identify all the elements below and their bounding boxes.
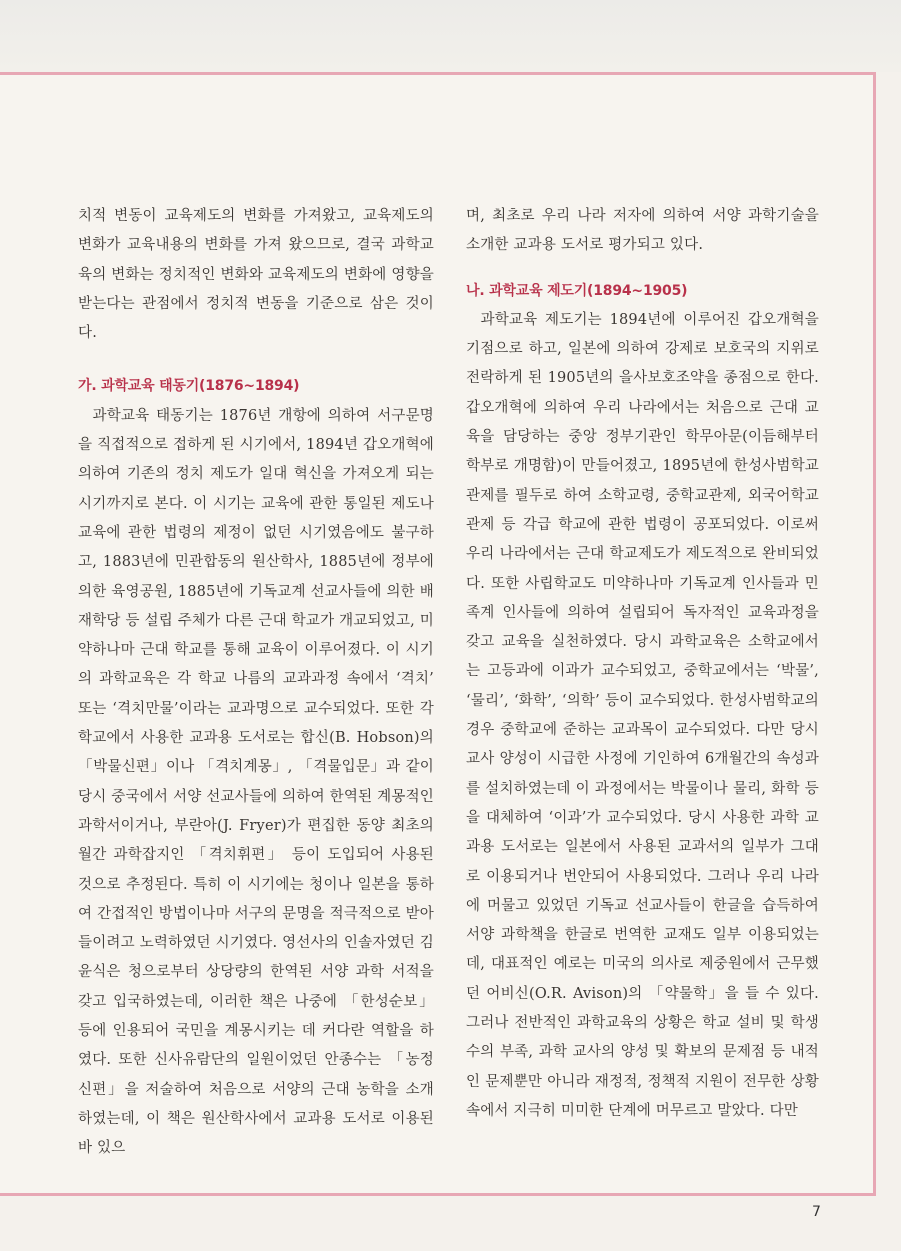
section-heading-a: 가. 과학교육 태동기(1876~1894) bbox=[78, 378, 300, 395]
right-column bbox=[466, 202, 819, 1126]
left-column bbox=[78, 202, 434, 1164]
page-number: 7 bbox=[812, 1204, 821, 1220]
continuation-paragraph: 며, 최초로 우리 나라 저자에 의하여 서양 과학기술을 소개한 교과용 도서로 평가되고 있다. bbox=[466, 208, 819, 254]
section-heading-b: 나. 과학교육 제도기(1894~1905) bbox=[466, 282, 688, 299]
section-a-body: 과학교육 태동기는 1876년 개항에 의하여 서구문명을 직접적으로 접하게 된 시기에서, 1894년 갑오개혁에 의하여 기존의 정치 제도가 일대 혁신을 가져오게 되는 시기까지로 본다. 이 시기는 교육에 관한 통일된 제도나 교육에 관한 법령의 제정이 없던 시기였음에도 불구하고, 1883년에 민관합동의 원산학사, 1885년에 정부에 의한 육영공원, 1885년에 기독교계 선교사들에 의한 배재학당 등 설립 주체가 다른 근대 학교가 개교되었고, 미약하나마 근대 학교를 통해 교육이 이루어졌다. 이 시기의 과학교육은 각 학교 나름의 교과과정 속에서 ‘격치’ 또는 ‘격치만물’이라는 교과명으로 교수되었다. 또한 각 학교에서 사용한 교과용 도서로는 합신(B. Hobson)의 「박물신편」이나 「격치계몽」, 「격물입문」과 같이 당시 중국에서 서양 선교사들에 의하여 한역된 계몽적인 과학서이거나, 부란아(J. Fryer)가 편집한 동양 최초의 월간 과학잡지인 「격치휘편」 등이 도입되어 사용된 것으로 추정된다. 특히 이 시기에는 청이나 일본을 통하여 간접적인 방법이나마 서구의 문명을 적극적으로 받아들이려고 노력하였던 시기였다. 영선사의 인솔자였던 김윤식은 청으로부터 상당량의 한역된 서양 과학 서적을 갖고 입국하였는데, 이러한 책은 나중에 「한성순보」 등에 인용되어 국민을 계몽시키는 데 커다란 역할을 하였다. 또한 신사유람단의 일원이었던 안종수는 「농정신편」을 저술하여 처음으로 서양의 근대 농학을 소개하였는데, 이 책은 원산학사에서 교과용 도서로 이용된 바 있으 bbox=[78, 407, 434, 1157]
intro-paragraph: 치적 변동이 교육제도의 변화를 가져왔고, 교육제도의 변화가 교육내용의 변화를 가져 왔으므로, 결국 과학교육의 변화는 정치적인 변화와 교육제도의 변화에 영향을 받는다는 관점에서 정치적 변동을 기준으로 삼은 것이다. bbox=[78, 208, 434, 342]
top-margin bbox=[0, 0, 901, 72]
section-b-body: 과학교육 제도기는 1894년에 이루어진 갑오개혁을 기점으로 하고, 일본에 의하여 강제로 보호국의 지위로 전락하게 된 1905년의 을사보호조약을 종점으로 한다. 갑오개혁에 의하여 우리 나라에서는 처음으로 근대 교육을 담당하는 중앙 정부기관인 학무아문(이듬해부터 학부로 개명함)이 만들어졌고, 1895년에 한성사범학교관제를 필두로 하여 소학교령, 중학교관제, 외국어학교관제 등 각급 학교에 관한 법령이 공포되었다. 이로써 우리 나라에서는 근대 학교제도가 제도적으로 완비되었다. 또한 사립학교도 미약하나마 기독교계 인사들과 민족계 인사들에 의하여 설립되어 독자적인 교육과정을 갖고 교육을 실천하였다. 당시 과학교육은 소학교에서는 고등과에 이과가 교수되었고, 중학교에서는 ‘박물’, ‘물리’, ‘화학’, ‘의학’ 등이 교수되었다. 한성사범학교의 경우 중학교에 준하는 교과목이 교수되었다. 다만 당시 교사 양성이 시급한 사정에 기인하여 6개월간의 속성과를 설치하였는데 이 과정에서는 박물이나 물리, 화학 등을 대체하여 ‘이과’가 교수되었다. 당시 사용한 과학 교과용 도서로는 일본에서 사용된 교과서의 일부가 그대로 이용되거나 번안되어 사용되었다. 그러나 우리 나라에 머물고 있었던 기독교 선교사들이 한글을 습득하여 서양 과학책을 한글로 번역한 교재도 일부 이용되었는데, 대표적인 예로는 미국의 의사로 제중원에서 근무했던 어비신(O.R. Avison)의 「약물학」을 들 수 있다. 그러나 전반적인 과학교육의 상황은 학교 설비 및 학생수의 부족, 과학 교사의 양성 및 확보의 문제점 등 내적인 문제뿐만 아니라 재정적, 정책적 지원이 전무한 상황 속에서 지극히 미미한 단계에 머무르고 말았다. 다만 bbox=[466, 311, 819, 1119]
